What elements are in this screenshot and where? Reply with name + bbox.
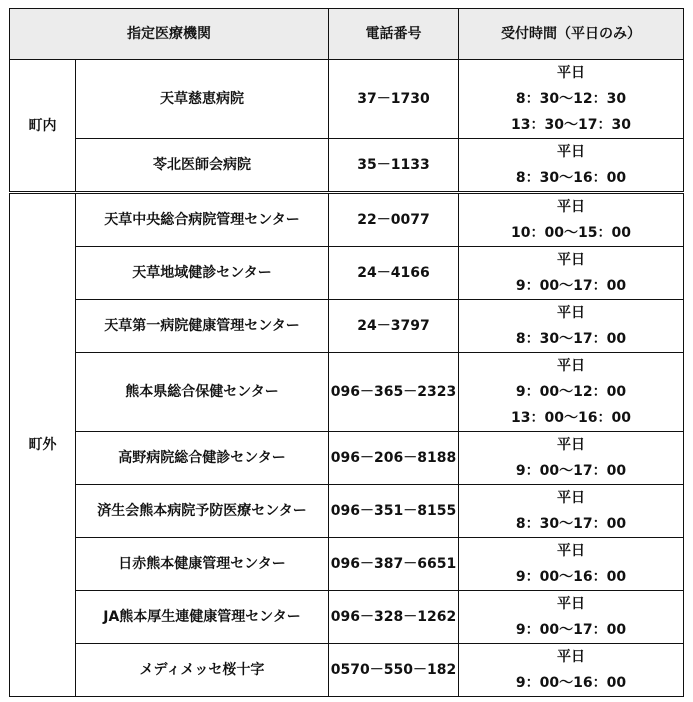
table-row [10, 139, 684, 193]
reception-hours [459, 193, 684, 247]
phone-number: 096－206－8188 [329, 432, 459, 485]
phone-number: 24－4166 [329, 247, 459, 300]
time-range: 9：00～16：00 [515, 569, 627, 585]
table-row [10, 300, 684, 353]
table-row [10, 432, 684, 485]
facility-name: 済生会熊本病院予防医療センター [76, 485, 329, 538]
header-facility: 指定医療機関 [10, 9, 329, 60]
reception-hours [459, 60, 684, 139]
weekday-label: 平日 [557, 199, 585, 215]
time-range: 10：00～15：00 [511, 225, 631, 241]
weekday-label: 平日 [557, 144, 585, 160]
table-row [10, 538, 684, 591]
reception-hours [459, 353, 684, 432]
medical-institutions-table [9, 8, 684, 697]
reception-hours [459, 591, 684, 644]
time-range: 8：30～17：00 [515, 516, 627, 532]
time-range: 9：00～17：00 [515, 463, 627, 479]
phone-number: 0570－550－182 [329, 644, 459, 697]
table-row [10, 353, 684, 432]
time-range: 9：00～16：00 [515, 675, 627, 691]
time-range: 13：00～16：00 [511, 410, 631, 426]
region-cell: 町内 [10, 60, 76, 193]
time-range: 9：00～17：00 [515, 622, 627, 638]
facility-name: 天草地域健診センター [76, 247, 329, 300]
table-row [10, 644, 684, 697]
weekday-label: 平日 [557, 437, 585, 453]
weekday-label: 平日 [557, 358, 585, 374]
table-row [10, 193, 684, 247]
table-row [10, 247, 684, 300]
facility-name: メディメッセ桜十字 [76, 644, 329, 697]
header-row [10, 9, 684, 60]
phone-number: 096－351－8155 [329, 485, 459, 538]
phone-number: 096－387－6651 [329, 538, 459, 591]
phone-number: 37－1730 [329, 60, 459, 139]
reception-hours [459, 247, 684, 300]
phone-number: 22－0077 [329, 193, 459, 247]
table-row [10, 591, 684, 644]
facility-name: 熊本県総合保健センター [76, 353, 329, 432]
reception-hours [459, 538, 684, 591]
time-range: 9：00～12：00 [515, 384, 627, 400]
time-range: 8：30～17：00 [515, 331, 627, 347]
weekday-label: 平日 [557, 649, 585, 665]
time-range: 8：30～12：30 [515, 91, 627, 107]
facility-name: 苓北医師会病院 [76, 139, 329, 193]
reception-hours [459, 139, 684, 193]
reception-hours [459, 432, 684, 485]
table-row [10, 60, 684, 139]
phone-number: 35－1133 [329, 139, 459, 193]
weekday-label: 平日 [557, 65, 585, 81]
facility-name: 天草第一病院健康管理センター [76, 300, 329, 353]
facility-name: JA熊本厚生連健康管理センター [76, 591, 329, 644]
time-range: 13：30～17：30 [511, 117, 631, 133]
reception-hours [459, 644, 684, 697]
phone-number: 24－3797 [329, 300, 459, 353]
region-cell: 町外 [10, 193, 76, 697]
table-row [10, 485, 684, 538]
weekday-label: 平日 [557, 543, 585, 559]
time-range: 8：30～16：00 [515, 170, 627, 186]
facility-name: 天草中央総合病院管理センター [76, 193, 329, 247]
time-range: 9：00～17：00 [515, 278, 627, 294]
header-hours: 受付時間（平日のみ） [459, 9, 684, 60]
weekday-label: 平日 [557, 490, 585, 506]
reception-hours [459, 485, 684, 538]
weekday-label: 平日 [557, 252, 585, 268]
reception-hours [459, 300, 684, 353]
weekday-label: 平日 [557, 305, 585, 321]
weekday-label: 平日 [557, 596, 585, 612]
header-phone: 電話番号 [329, 9, 459, 60]
facility-name: 日赤熊本健康管理センター [76, 538, 329, 591]
facility-name: 高野病院総合健診センター [76, 432, 329, 485]
table-body [10, 60, 684, 697]
phone-number: 096－328－1262 [329, 591, 459, 644]
phone-number: 096－365－2323 [329, 353, 459, 432]
facility-name: 天草慈恵病院 [76, 60, 329, 139]
